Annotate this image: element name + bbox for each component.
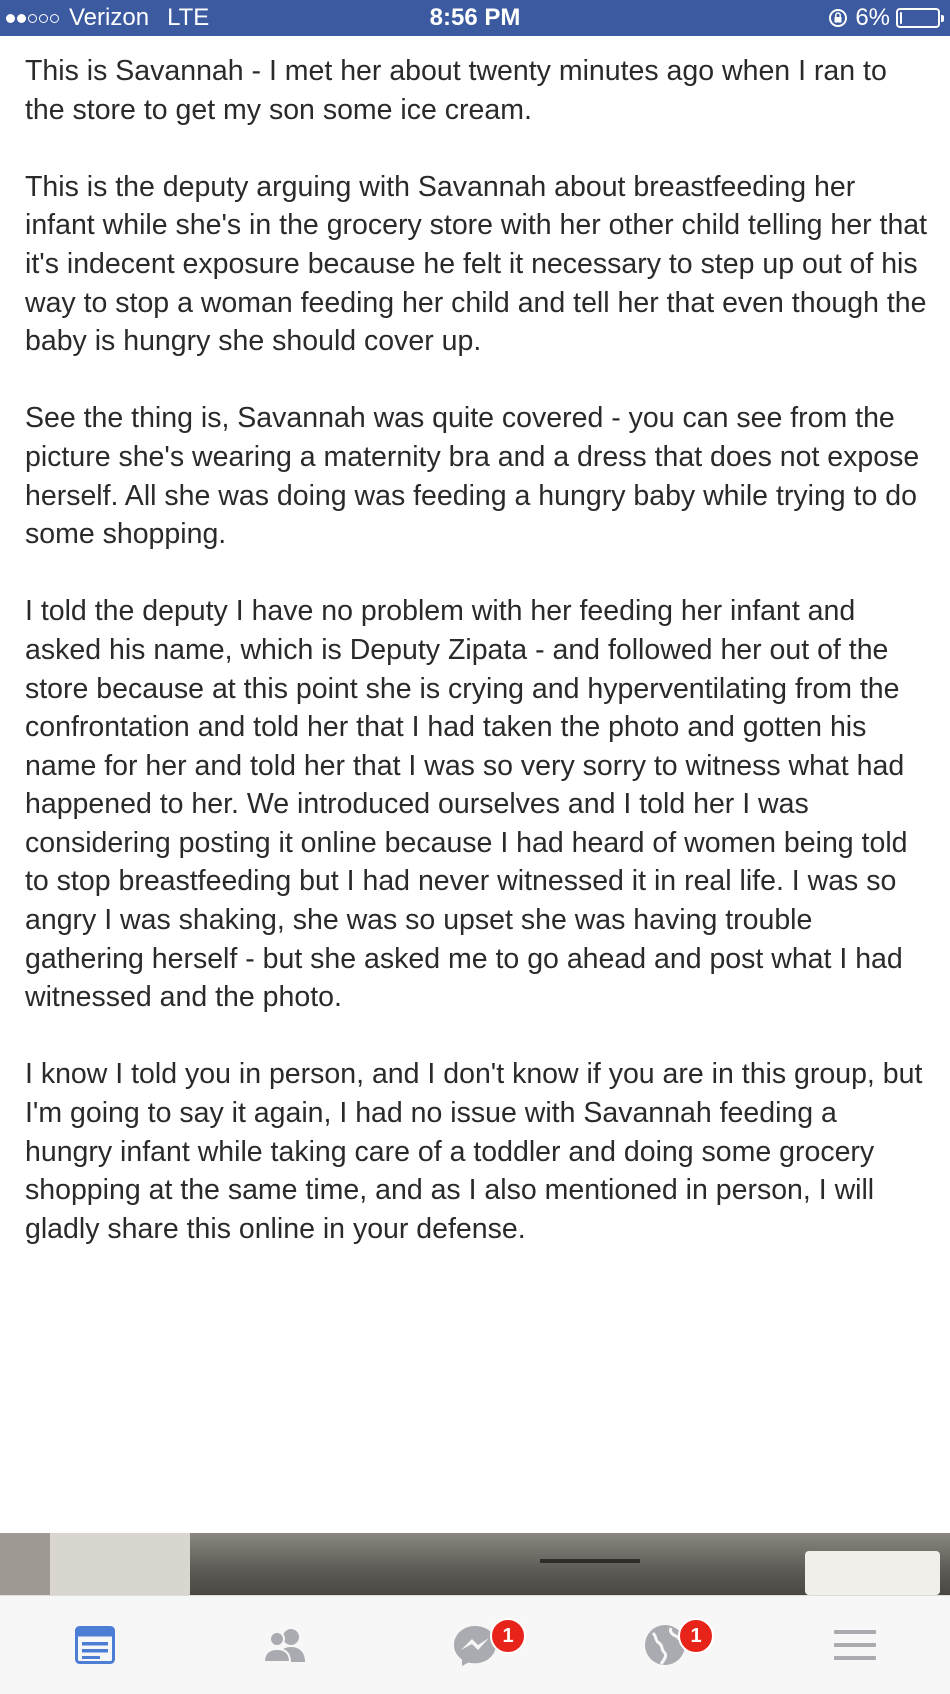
- post-paragraph: This is Savannah - I met her about twenty minutes ago when I ran to the store to get my son some ice cream.: [25, 55, 887, 126]
- bottom-tab-bar: [0, 1595, 950, 1694]
- menu-icon: [834, 1628, 876, 1662]
- post-paragraph: See the thing is, Savannah was quite covered - you can see from the picture she's wearing a maternity bra and a dress that does not expose herself. All she was doing was feeding a hungry baby while trying to do some shopping.: [25, 402, 920, 551]
- news-feed-icon: [75, 1626, 115, 1664]
- post-paragraph: This is the deputy arguing with Savannah about breastfeeding her infant while she's in the grocery store with her other child telling her that it's indecent exposure because he felt it necessary to step up out of his way to stop a woman feeding her child and tell her that even though the baby is hungry she should cover up.: [25, 170, 928, 358]
- tab-friend-requests[interactable]: [190, 1596, 380, 1694]
- status-bar-left: [6, 4, 209, 32]
- notifications-badge: 1: [678, 1618, 714, 1654]
- post-body: [25, 52, 930, 1287]
- post-paragraph: I know I told you in person, and I don't know if you are in this group, but I'm going to say it again, I had no issue with Savannah feeding a hungry infant while taking care of a toddler and doing some grocery shopping at the same time, and as I also mentioned in person, I will gladly share this online in your defense.: [25, 1058, 923, 1245]
- messenger-badge: 1: [490, 1618, 526, 1654]
- network-type: LTE: [167, 4, 210, 31]
- status-bar-right: [827, 4, 940, 32]
- tab-messenger[interactable]: [380, 1596, 570, 1694]
- tab-menu[interactable]: [760, 1596, 950, 1694]
- post-photo[interactable]: [0, 1533, 950, 1595]
- status-bar: [0, 0, 950, 36]
- status-time: 8:56 PM: [429, 4, 521, 31]
- post-paragraph: I told the deputy I have no problem with her feeding her infant and asked his name, which is Deputy Zipata - and followed her out of the store because at this point she is crying and hyperventilating from the confrontation and told her that I had taken the photo and gotten his name for her and told her that I was so very sorry to witness what had happened to her. We introduced ourselves and I told her I was considering posting it online because I had heard of women being told to stop breastfeeding but I had never witnessed it in real life. I was so angry I was shaking, she was so upset she was having trouble gathering herself - but she asked me to go ahead and post what I had witnessed and the photo.: [25, 595, 908, 1014]
- battery-icon: [896, 8, 940, 28]
- friend-requests-icon: [262, 1626, 308, 1664]
- battery-level-fill: [900, 12, 902, 24]
- signal-dots-icon: [6, 14, 61, 23]
- carrier-name: Verizon: [69, 4, 150, 31]
- battery-percent: 6%: [855, 4, 890, 31]
- rotation-lock-icon: [827, 7, 849, 29]
- tab-news-feed[interactable]: [0, 1596, 190, 1694]
- tab-notifications[interactable]: [570, 1596, 760, 1694]
